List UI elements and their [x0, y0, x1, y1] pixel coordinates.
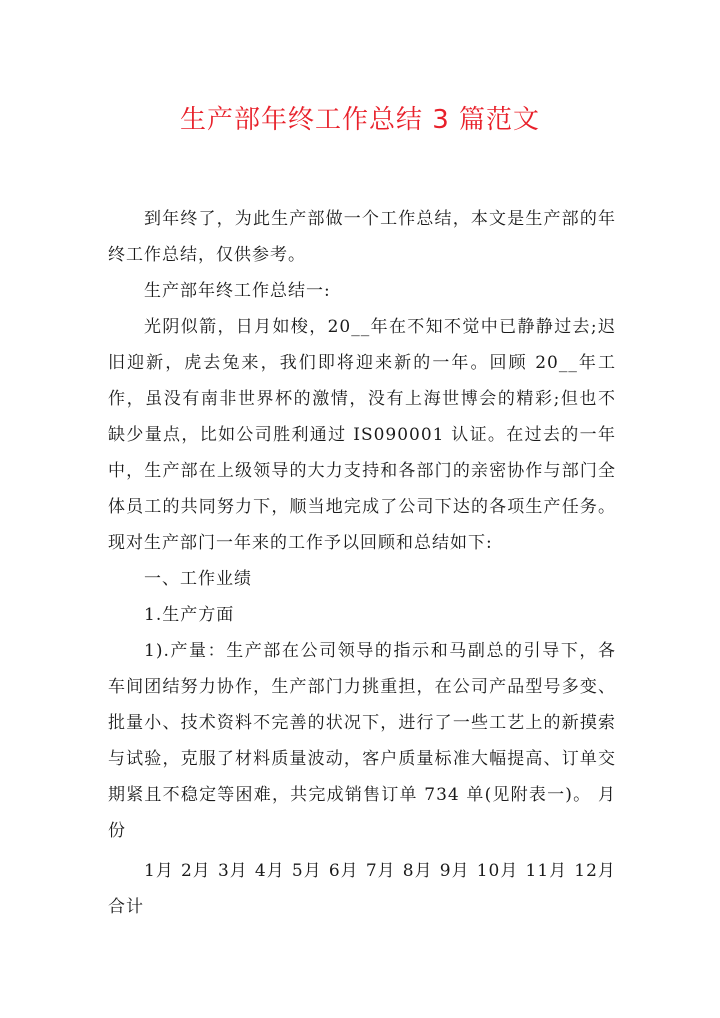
- month-label: 6月: [328, 861, 359, 881]
- months-row: [108, 853, 616, 889]
- month-label: 8月: [402, 861, 433, 881]
- summary-heading: 生产部年终工作总结一:: [144, 281, 331, 301]
- month-label: 2月: [180, 861, 211, 881]
- month-label: 5月: [291, 861, 322, 881]
- total-label: 合计: [108, 897, 144, 917]
- document-title: 生产部年终工作总结 3 篇范文: [179, 105, 541, 135]
- month-label: 7月: [365, 861, 396, 881]
- month-label: 10月: [476, 861, 519, 881]
- intro-paragraph: 到年终了，为此生产部做一个工作总结，本文是生产部的年终工作总结，仅供参考。: [108, 209, 616, 265]
- month-label: 1月: [144, 861, 174, 881]
- section-heading-performance: 一、工作业绩: [144, 569, 252, 589]
- month-label: 4月: [254, 861, 285, 881]
- month-label: 12月: [574, 861, 616, 881]
- paragraph-overview: 光阴似箭，日月如梭，20__年在不知不觉中已静静过去;迟旧迎新，虎去兔来，我们即将迎来新的一年。回顾 20__年工作，虽没有南非世界杯的激情，没有上海世博会的精彩;但也不缺少量点，比如公司胜利通过 IS090001 认证。在过去的一年中，生产部在上级领导的大力支持和各部门的亲密协作与部门全体员工的共同努力下，顺当地完成了公司下达的各项生产任务。现对生产部门一年来的工作予以回顾和总结如下:: [108, 317, 616, 553]
- document-body: [108, 201, 616, 925]
- subsection-heading-production: 1.生产方面: [144, 605, 235, 625]
- month-label: 3月: [217, 861, 248, 881]
- month-label: 11月: [525, 861, 568, 881]
- paragraph-output: 1).产量：生产部在公司领导的指示和马副总的引导下，各车间团结努力协作，生产部门力挑重担，在公司产品型号多变、批量小、技术资料不完善的状况下，进行了一些工艺上的新摸索与试验，克服了材料质量波动，客户质量标准大幅提高、订单交期紧且不稳定等困难，共完成销售订单 734 单(见附表一)。 月 份: [108, 641, 616, 841]
- month-label: 9月: [439, 861, 470, 881]
